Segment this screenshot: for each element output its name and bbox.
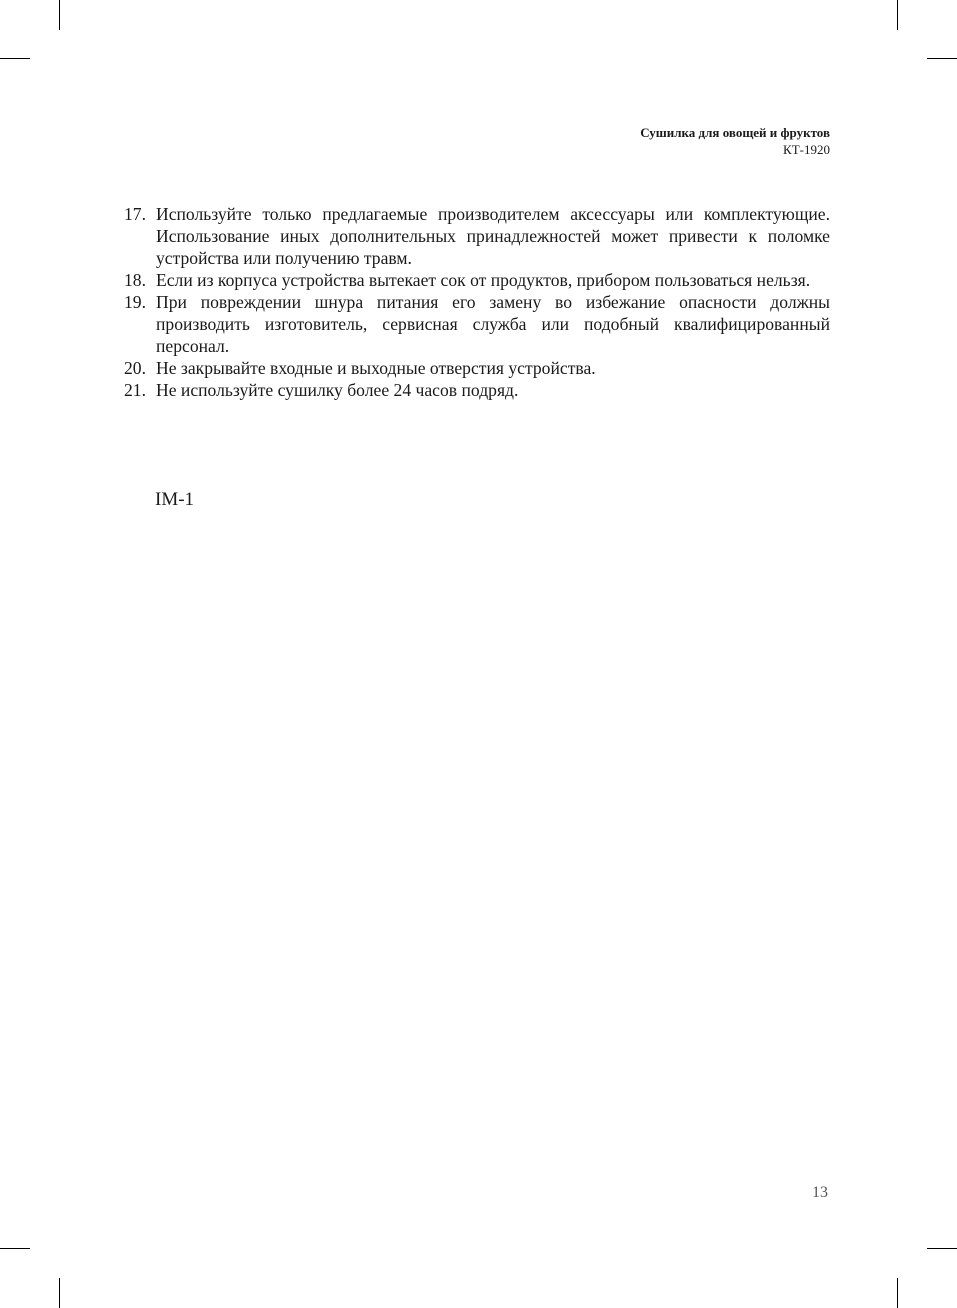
item-text: При повреждении шнура питания его замену во избежание опасности должны производить изготовитель, сервисная служба или подобный квалифицированный персонал.	[156, 292, 830, 356]
list-item	[124, 357, 830, 379]
safety-instructions-list	[124, 203, 830, 401]
crop-mark-top-right-h	[927, 58, 957, 59]
item-text: Не используйте сушилку более 24 часов подряд.	[156, 380, 519, 400]
item-number: 20.	[124, 358, 146, 378]
list-item	[124, 379, 830, 401]
list-item	[124, 203, 830, 269]
item-text: Если из корпуса устройства вытекает сок от продуктов, прибором пользоваться нельзя.	[156, 270, 811, 290]
header-title: Сушилка для овощей и фруктов	[640, 125, 830, 140]
header-model: КТ-1920	[783, 142, 830, 157]
list-item	[124, 269, 830, 291]
item-text: Не закрывайте входные и выходные отверстия устройства.	[156, 358, 596, 378]
crop-mark-bottom-left-v	[59, 1278, 60, 1308]
document-code: IM-1	[155, 489, 195, 510]
page-number: 13	[812, 1184, 828, 1201]
crop-mark-bottom-right-v	[897, 1278, 898, 1308]
crop-mark-top-left-v	[59, 0, 60, 30]
item-number: 18.	[124, 270, 146, 290]
crop-mark-bottom-left-h	[0, 1248, 30, 1249]
crop-mark-bottom-right-h	[927, 1248, 957, 1249]
item-number: 17.	[124, 204, 146, 224]
list-item	[124, 291, 830, 357]
crop-mark-top-left-h	[0, 58, 30, 59]
item-number: 19.	[124, 292, 146, 312]
item-text: Используйте только предлагаемые производителем аксессуары или комплектующие. Использование иных дополнительных принадлежностей может привести к поломке устройства или получению травм.	[156, 204, 830, 268]
running-header	[640, 124, 830, 158]
crop-mark-top-right-v	[897, 0, 898, 30]
item-number: 21.	[124, 380, 146, 400]
